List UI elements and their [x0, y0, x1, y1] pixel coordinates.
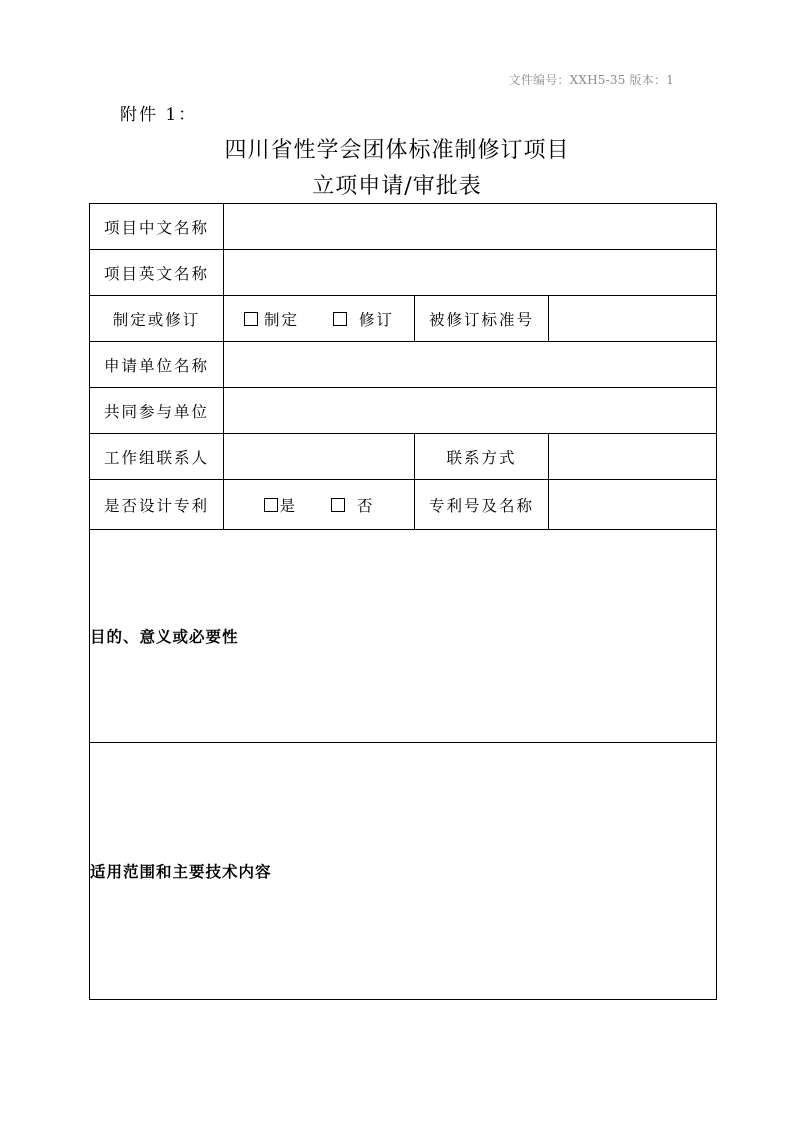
project-name-en-field[interactable] [224, 250, 717, 296]
project-name-en-label: 项目英文名称 [90, 250, 224, 296]
patent-no-field[interactable] [549, 480, 717, 530]
scope-heading: 适用范围和主要技术内容 [90, 862, 272, 881]
revise-option[interactable] [333, 308, 394, 330]
applicant-org-field[interactable] [224, 342, 717, 388]
document-id: 文件编号：XXH5-35 版本：1 [508, 73, 674, 87]
form-subtitle: 立项申请/审批表 [312, 174, 482, 199]
contact-field[interactable] [224, 434, 415, 480]
row-applicant-org [90, 342, 717, 388]
application-form-table [89, 203, 717, 1000]
contact-label: 工作组联系人 [90, 434, 224, 480]
patent-yes-option[interactable] [264, 494, 298, 516]
patent-label: 是否设计专利 [90, 480, 224, 530]
purpose-section[interactable] [90, 530, 717, 743]
formulate-or-revise-options [224, 296, 415, 342]
attachment-label: 附件 1： [120, 105, 198, 125]
co-orgs-label: 共同参与单位 [90, 388, 224, 434]
revised-std-label: 被修订标准号 [415, 296, 549, 342]
contact-method-label: 联系方式 [415, 434, 549, 480]
row-purpose [90, 530, 717, 743]
formulate-checkbox[interactable] [244, 312, 258, 326]
patent-yes-label: 是 [279, 496, 298, 515]
patent-no-label-cell: 专利号及名称 [415, 480, 549, 530]
row-project-name-cn [90, 204, 717, 250]
row-project-name-en [90, 250, 717, 296]
formulate-option[interactable] [244, 308, 299, 330]
co-orgs-field[interactable] [224, 388, 717, 434]
project-name-cn-field[interactable] [224, 204, 717, 250]
row-co-orgs [90, 388, 717, 434]
patent-no-label: 否 [356, 496, 375, 515]
applicant-org-label: 申请单位名称 [90, 342, 224, 388]
patent-options [224, 480, 415, 530]
revise-checkbox[interactable] [333, 312, 347, 326]
contact-method-field[interactable] [549, 434, 717, 480]
formulate-option-label: 制定 [264, 310, 300, 329]
patent-no-checkbox[interactable] [331, 498, 345, 512]
formulate-or-revise-label: 制定或修订 [90, 296, 224, 342]
form-title: 四川省性学会团体标准制修订项目 [224, 138, 570, 163]
project-name-cn-label: 项目中文名称 [90, 204, 224, 250]
row-scope [90, 743, 717, 1000]
row-contact [90, 434, 717, 480]
purpose-heading: 目的、意义或必要性 [90, 627, 239, 646]
patent-no-option[interactable] [331, 494, 375, 516]
patent-yes-checkbox[interactable] [264, 498, 278, 512]
row-patent [90, 480, 717, 530]
revise-option-label: 修订 [358, 310, 394, 329]
revised-std-field[interactable] [549, 296, 717, 342]
scope-section[interactable] [90, 743, 717, 1000]
row-formulate-or-revise [90, 296, 717, 342]
